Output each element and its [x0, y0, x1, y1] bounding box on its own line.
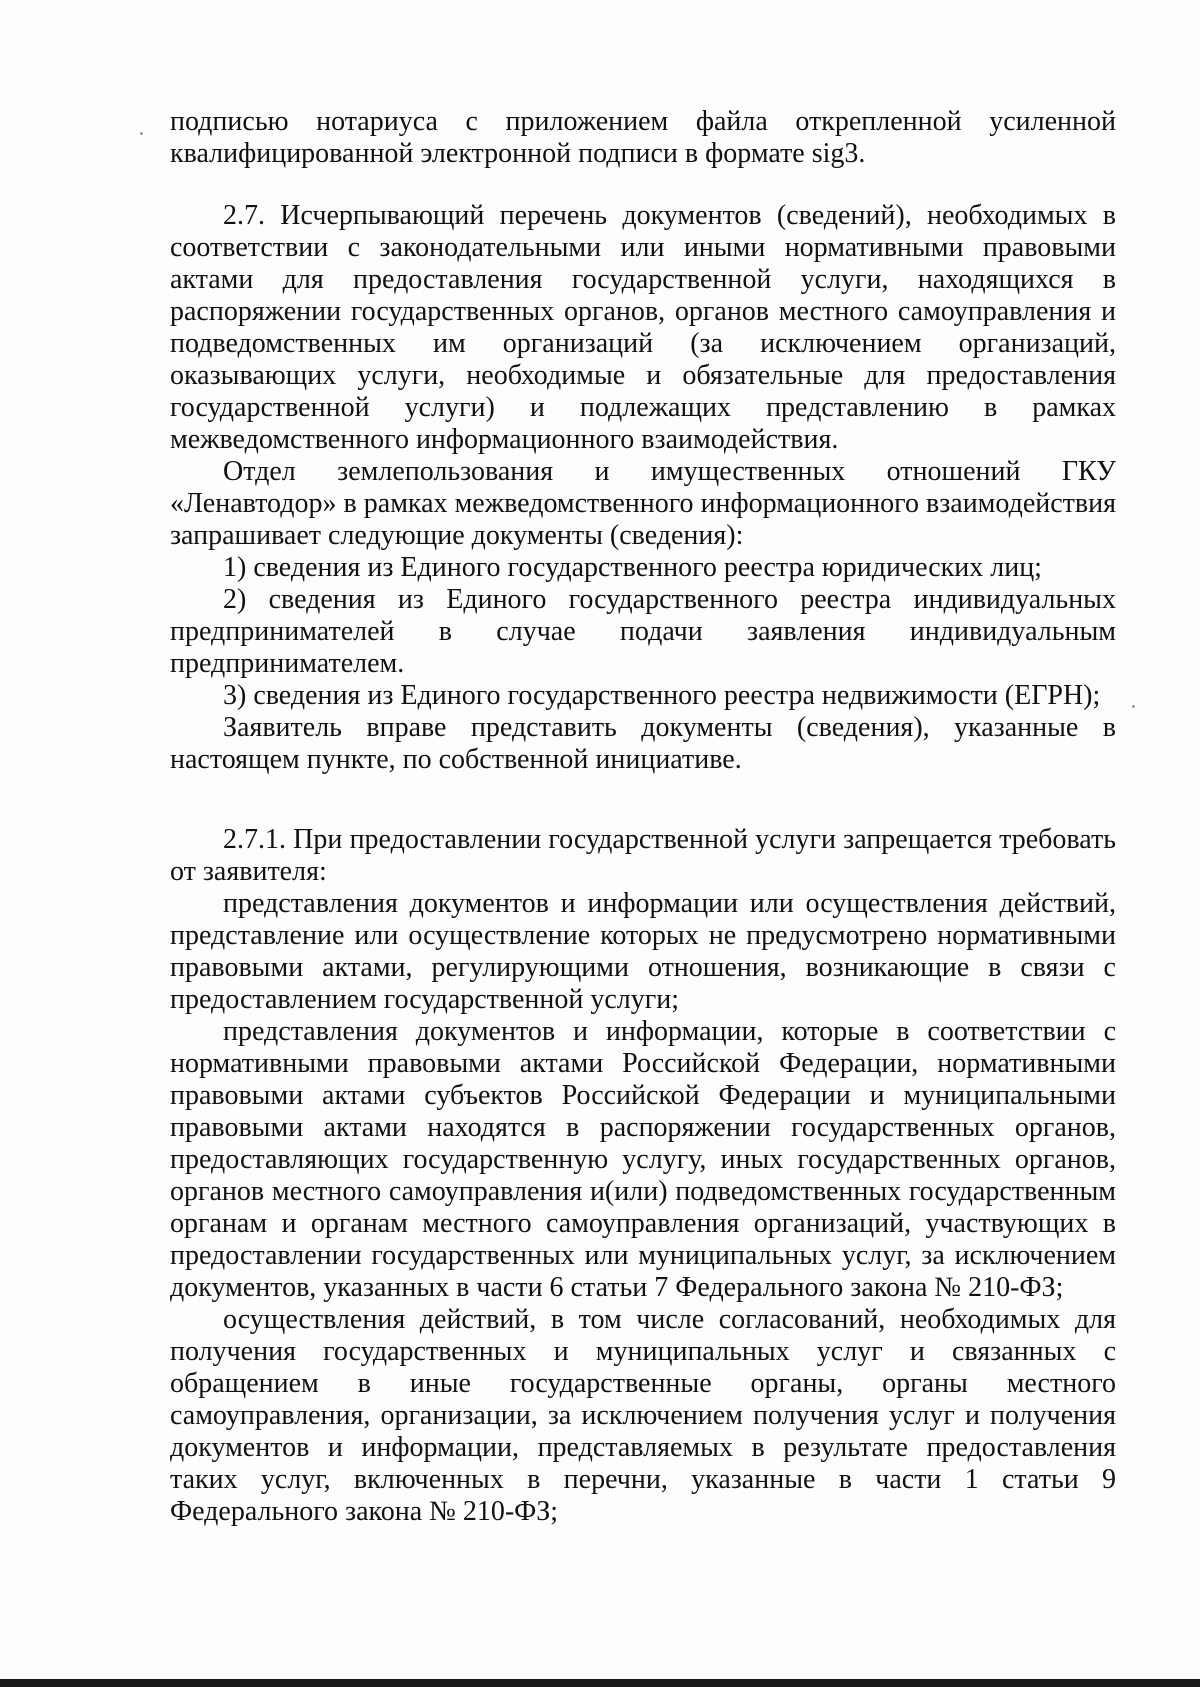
page-bottom-edge [0, 1679, 1200, 1687]
prohibition-item-2: представления документов и информации, которые в соответствии с нормативными правовыми актами Российской Федерации, нормативными правовыми актами субъектов Российской Федерации и муниципальными правовыми актами находятся в распоряжении государственных органов, предоставляющих государственную услугу, иных государственных органов, органов местного самоуправления и(или) подведомственных государственным органам и органам местного самоуправления организаций, участвующих в предоставлении государственных или муниципальных услуг, за исключением документов, указанных в части 6 статьи 7 Федерального закона № 210-ФЗ; [170, 1016, 1116, 1303]
paragraph-signature-continuation: подписью нотариуса с приложением файла открепленной усиленной квалифицированной электронной подписи в формате sig3. [170, 106, 1116, 169]
paragraph-2-7-1-heading: 2.7.1. При предоставлении государственной услуги запрещается требовать от заявителя: [170, 824, 1116, 887]
paragraph-applicant-right: Заявитель вправе представить документы (сведения), указанные в настоящем пункте, по собственной инициативе. [170, 712, 1116, 775]
list-item-egrip: 2) сведения из Единого государственного реестра индивидуальных предпринимателей в случае подачи заявления индивидуальным предпринимателем. [170, 584, 1116, 679]
document-page [170, 106, 1116, 1528]
prohibition-item-3: осуществления действий, в том числе согласований, необходимых для получения государственных и муниципальных услуг и связанных с обращением в иные государственные органы, органы местного самоуправления, организации, за исключением получения услуг и получения документов и информации, представляемых в результате предоставления таких услуг, включенных в перечни, указанные в части 1 статьи 9 Федерального закона № 210-ФЗ; [170, 1304, 1116, 1527]
scan-speck [140, 132, 143, 135]
paragraph-2-7-heading: 2.7. Исчерпывающий перечень документов (сведений), необходимых в соответствии с законодательными или иными нормативными правовыми актами для предоставления государственной услуги, находящихся в распоряжении государственных органов, органов местного самоуправления и подведомственных им организаций (за исключением организаций, оказывающих услуги, необходимые и обязательные для предоставления государственной услуги) и подлежащих представлению в рамках межведомственного информационного взаимодействия. [170, 200, 1116, 455]
prohibition-item-1: представления документов и информации или осуществления действий, представление или осуществление которых не предусмотрено нормативными правовыми актами, регулирующими отношения, возникающие в связи с предоставлением государственной услуги; [170, 888, 1116, 1015]
list-item-egrul: 1) сведения из Единого государственного реестра юридических лиц; [223, 552, 1042, 583]
paragraph-department-request: Отдел землепользования и имущественных отношений ГКУ «Ленавтодор» в рамках межведомственного информационного взаимодействия запрашивает следующие документы (сведения): [170, 456, 1116, 551]
scan-speck [1132, 705, 1135, 708]
list-item-egrn: 3) сведения из Единого государственного реестра недвижимости (ЕГРН); [223, 680, 1101, 711]
